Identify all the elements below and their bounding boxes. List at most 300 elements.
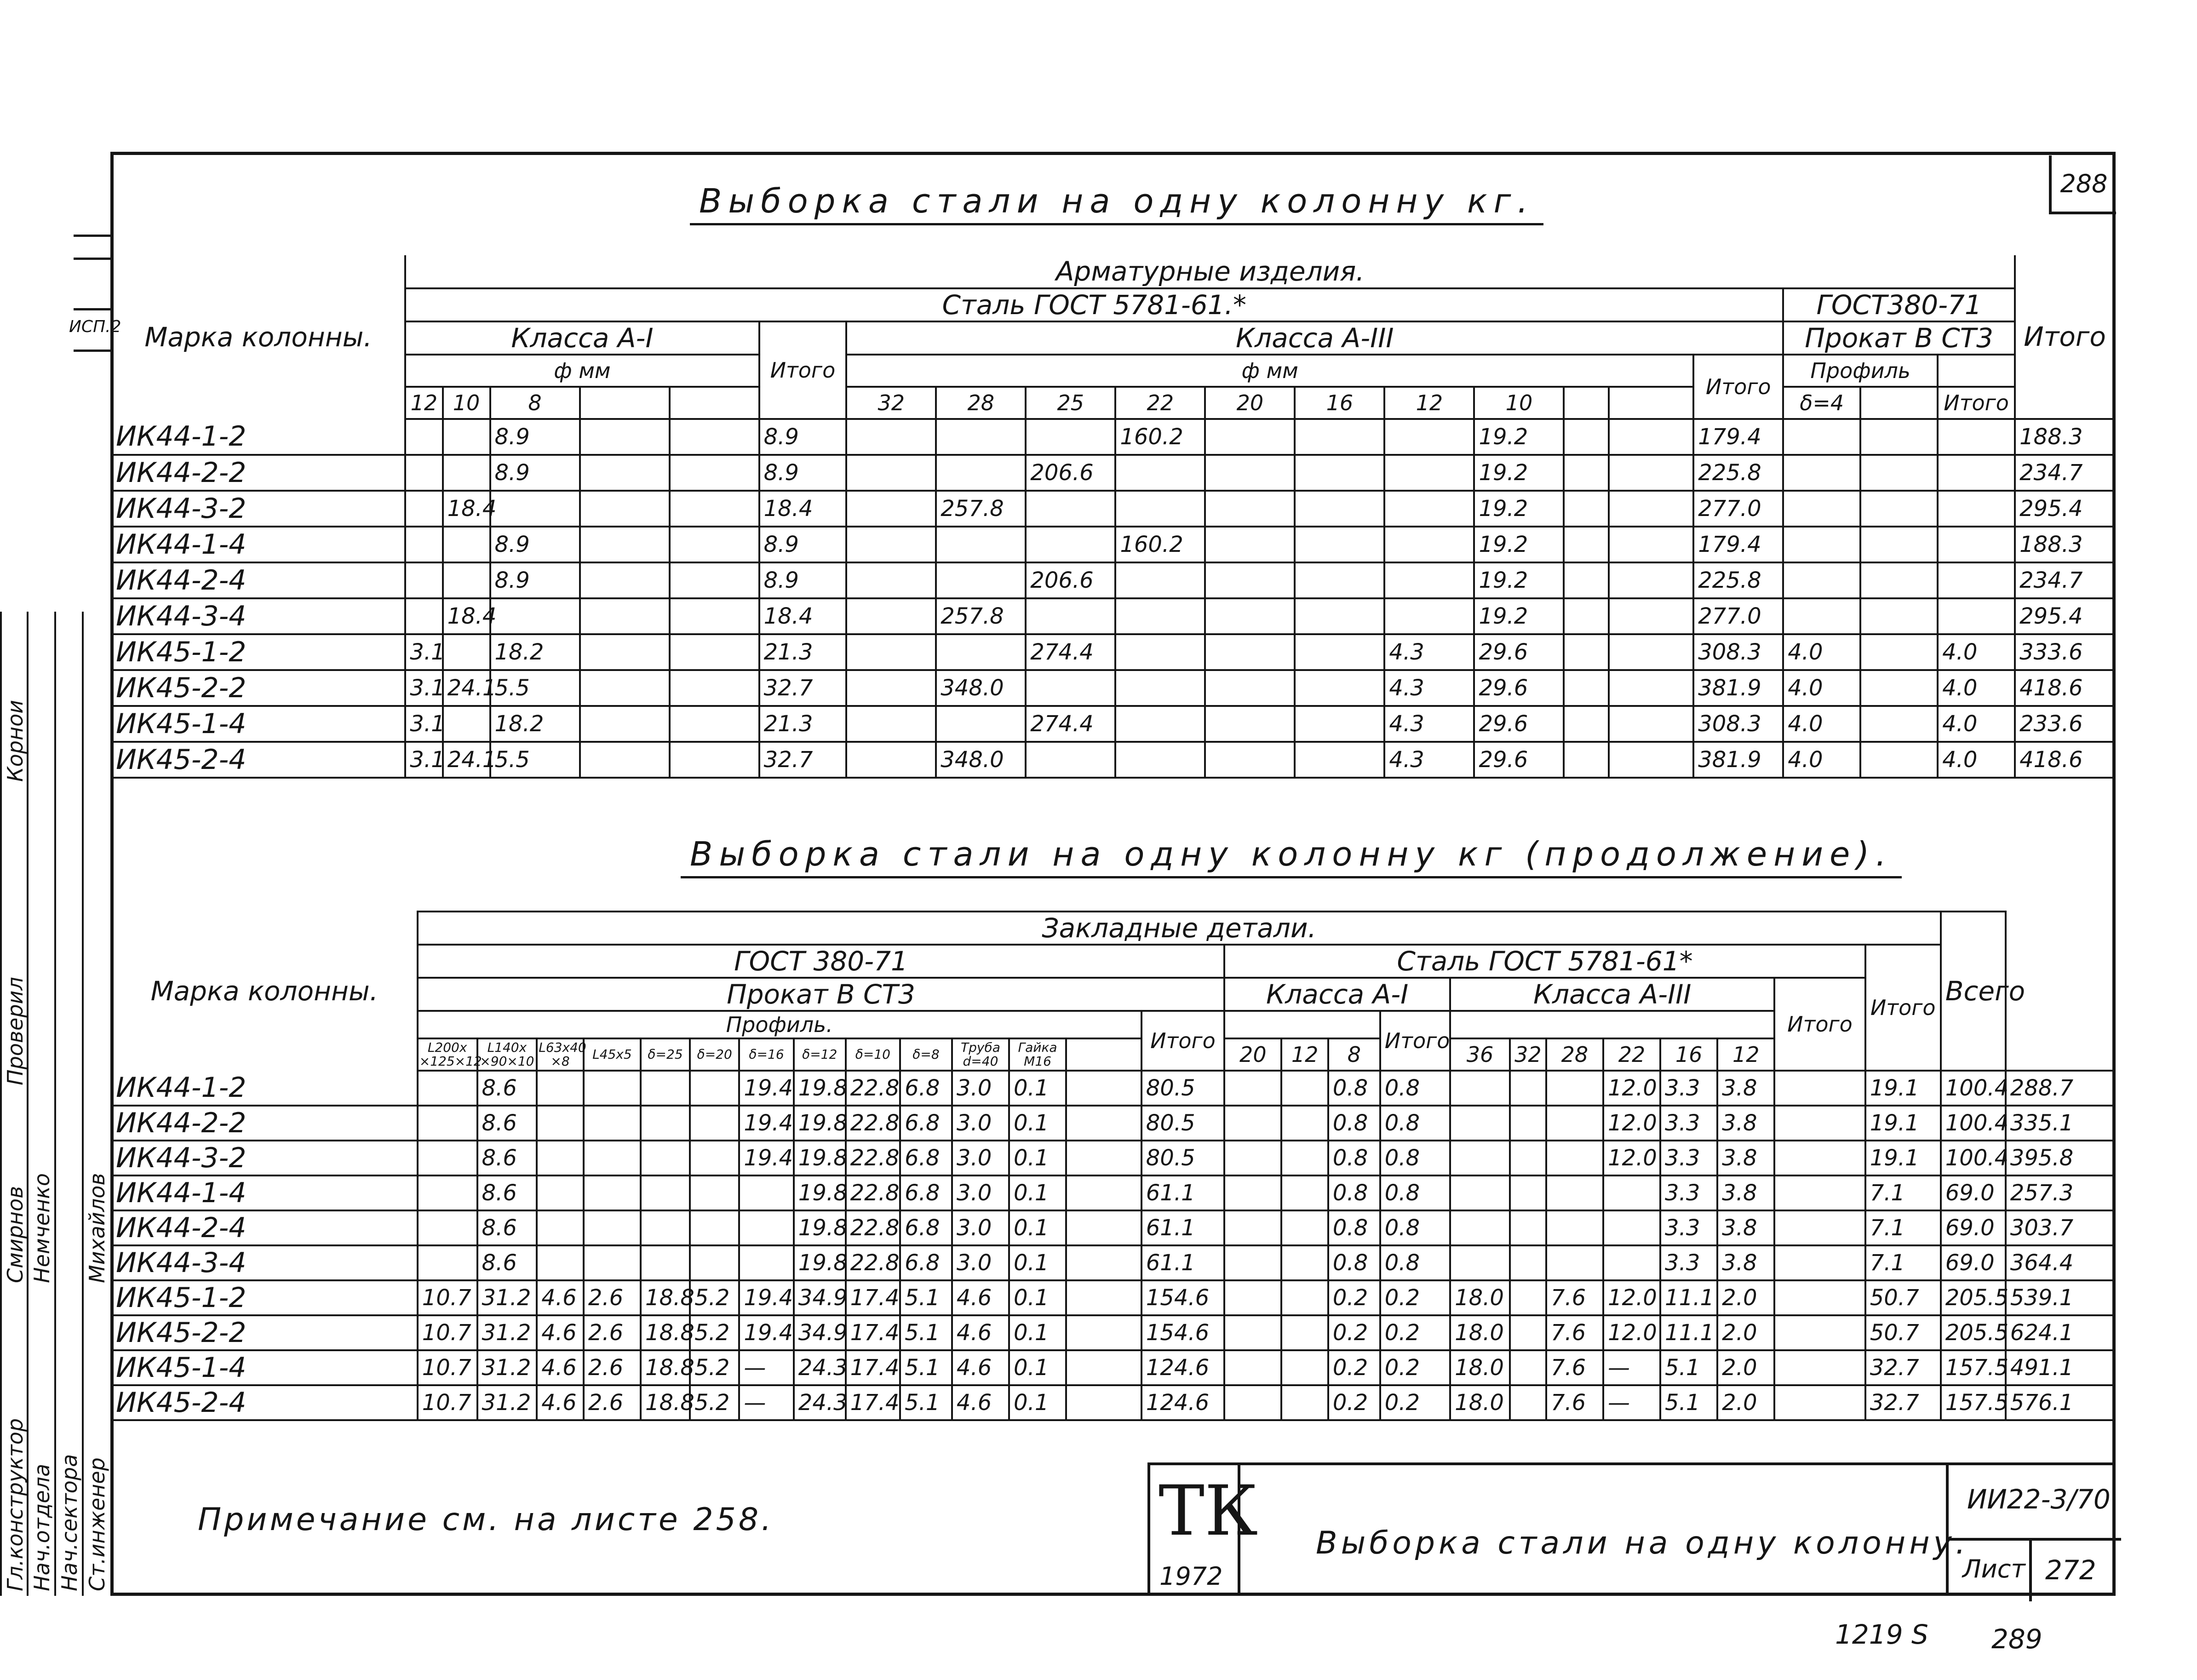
margin-mark: ИСП.2 [69, 317, 121, 336]
t2-cell [641, 1071, 690, 1106]
t1-cell: 3.1 [405, 634, 442, 670]
t2-cell: 0.8 [1328, 1245, 1380, 1280]
t1-cell: 32.7 [759, 742, 847, 778]
t2-cell: 18.8 [641, 1350, 690, 1385]
t2-cell: 19.8 [794, 1106, 846, 1141]
t2-cell: 4.6 [537, 1385, 584, 1420]
t2-cell: 2.6 [584, 1350, 641, 1385]
t1-cell: 4.0 [1783, 742, 1860, 778]
tk-box [1150, 1465, 1258, 1596]
t2-cell: 24.3 [794, 1385, 846, 1420]
t1-cell [1026, 527, 1115, 562]
t2-cell [584, 1141, 641, 1175]
t1-dia: 28 [936, 387, 1026, 419]
t1-cell: 274.4 [1026, 634, 1115, 670]
t1-cell [1938, 598, 2015, 634]
t1-dia [580, 387, 670, 419]
t1-cell [936, 562, 1026, 598]
t1-cell [1609, 742, 1693, 778]
t1-gost380: ГОСТ380-71 [1783, 288, 2015, 321]
t2-cell: 12.0 [1603, 1071, 1660, 1106]
t2-cell: 18.0 [1450, 1385, 1510, 1420]
t2-row [111, 1210, 2115, 1245]
t1-cell [1783, 419, 1860, 455]
t1-cell: 32.7 [759, 670, 847, 706]
t2-cell [641, 1106, 690, 1141]
t1-cell: 206.6 [1026, 562, 1115, 598]
t2-cell: 303.7 [2006, 1210, 2115, 1245]
t2-cell: 0.8 [1328, 1071, 1380, 1106]
t2-cell [1510, 1141, 1546, 1175]
t1-cell [670, 634, 759, 670]
t2-prof-head: L200x ×125×12 [418, 1038, 477, 1071]
t2-cell: 2.0 [1717, 1315, 1774, 1350]
margin-tick [74, 350, 110, 352]
t2-cell [537, 1141, 584, 1175]
t1-cell: 4.0 [1938, 742, 2015, 778]
t2-cell [1066, 1106, 1142, 1141]
t2-cell: 34.9 [794, 1315, 846, 1350]
t2-cell: 5.2 [690, 1280, 739, 1315]
t2-cell [584, 1245, 641, 1280]
t2-cell: 12.0 [1603, 1315, 1660, 1350]
t1-mark-cell: ИК44-3-2 [111, 491, 405, 527]
t2-cell: 19.4 [739, 1315, 793, 1350]
t2-a3-dia: 22 [1603, 1038, 1660, 1071]
t2-cell [1510, 1071, 1546, 1106]
t2-cell: 576.1 [2006, 1385, 2115, 1420]
t1-cell: 295.4 [2015, 491, 2115, 527]
t2-class-a3: Класса А-III [1450, 978, 1774, 1011]
t1-cell [1783, 598, 1860, 634]
t2-cell: 0.8 [1328, 1141, 1380, 1175]
t2-cell: 7.6 [1546, 1385, 1603, 1420]
t1-cell [490, 491, 580, 527]
t2-cell: 0.2 [1328, 1350, 1380, 1385]
tk-year: 1972 [1159, 1562, 1223, 1591]
t2-cell: 18.8 [641, 1280, 690, 1315]
t2-prof-head: δ=25 [641, 1038, 690, 1071]
t2-profile: Профиль. [418, 1011, 1142, 1038]
t1-cell [405, 491, 442, 527]
t2-cell [1603, 1175, 1660, 1210]
t1-cell [1205, 562, 1295, 598]
t1-row [111, 634, 2115, 670]
t1-cell [1609, 706, 1693, 742]
t1-cell [670, 706, 759, 742]
t2-cell: 6.8 [900, 1245, 952, 1280]
t2-cell [1510, 1175, 1546, 1210]
t1-cell [405, 527, 442, 562]
t2-cell: 50.7 [1865, 1280, 1941, 1315]
t2-cell: — [1603, 1350, 1660, 1385]
t1-cell [1938, 455, 2015, 491]
t2-cell: 12.0 [1603, 1280, 1660, 1315]
t2-cell: 11.1 [1660, 1280, 1717, 1315]
t2-cell [1224, 1141, 1281, 1175]
t1-row [111, 419, 2115, 455]
t2-cell: 3.0 [952, 1210, 1009, 1245]
t1-cell: 179.4 [1693, 419, 1783, 455]
t2-row [111, 1280, 2115, 1315]
t2-cell: 31.2 [477, 1280, 537, 1315]
t2-cell: 8.6 [477, 1175, 537, 1210]
t1-cell [580, 598, 670, 634]
t2-cell [1546, 1245, 1603, 1280]
t2-cell: 80.5 [1142, 1141, 1225, 1175]
t2-cell [537, 1071, 584, 1106]
t1-cell [1860, 598, 1938, 634]
t1-cell [1609, 634, 1693, 670]
t1-cell [1860, 562, 1938, 598]
t2-cell [1281, 1175, 1328, 1210]
t2-itogo-a1: Итого [1380, 1011, 1450, 1071]
t2-cell: 17.4 [846, 1350, 900, 1385]
t1-cell: 4.0 [1938, 706, 2015, 742]
t2-cell: — [739, 1350, 793, 1385]
t1-cell [580, 419, 670, 455]
t2-cell [537, 1245, 584, 1280]
t1-cell: 5.5 [490, 670, 580, 706]
t1-cell: 29.6 [1474, 634, 1564, 670]
t2-cell [1224, 1245, 1281, 1280]
t1-cell: 160.2 [1115, 419, 1205, 455]
t1-cell [1860, 670, 1938, 706]
t1-dia [670, 387, 759, 419]
t1-mark-cell: ИК44-3-4 [111, 598, 405, 634]
t2-cell: 61.1 [1142, 1210, 1225, 1245]
t2-mark-cell: ИК44-1-2 [111, 1071, 418, 1106]
t2-cell [690, 1141, 739, 1175]
t2-cell: 624.1 [2006, 1315, 2115, 1350]
t1-cell [580, 742, 670, 778]
t1-cell [670, 491, 759, 527]
t1-cell: 188.3 [2015, 419, 2115, 455]
t2-cell: 539.1 [2006, 1280, 2115, 1315]
t1-cell [1295, 527, 1384, 562]
t1-class-a1: Класса А-I [405, 321, 759, 355]
t2-cell: 0.2 [1328, 1315, 1380, 1350]
t2-prof-head: δ=12 [794, 1038, 846, 1071]
t2-cell [1281, 1245, 1328, 1280]
t2-cell: 4.6 [537, 1280, 584, 1315]
t1-cell: 8.9 [490, 419, 580, 455]
t1-cell [1115, 562, 1205, 598]
t2-cell: 8.6 [477, 1245, 537, 1280]
t1-cell [580, 562, 670, 598]
t2-cell [1774, 1315, 1865, 1350]
t2-cell: 100.4 [1941, 1106, 2006, 1141]
t2-cell: 0.1 [1009, 1175, 1066, 1210]
t2-cell: 0.8 [1328, 1175, 1380, 1210]
t1-cell [846, 670, 936, 706]
t2-cell: 17.4 [846, 1385, 900, 1420]
t2-cell: 10.7 [418, 1315, 477, 1350]
t2-cell: 7.1 [1865, 1175, 1941, 1210]
t2-a1-dia: 12 [1281, 1038, 1328, 1071]
t2-mark-cell: ИК44-3-4 [111, 1245, 418, 1280]
t1-cell [936, 527, 1026, 562]
t2-cell [739, 1245, 793, 1280]
t1-cell [1860, 527, 1938, 562]
t2-cell: 0.8 [1328, 1210, 1380, 1245]
t2-cell [1281, 1315, 1328, 1350]
t1-dia: 22 [1115, 387, 1205, 419]
t2-cell: 0.1 [1009, 1106, 1066, 1141]
t1-cell: 179.4 [1693, 527, 1783, 562]
t2-cell: 10.7 [418, 1385, 477, 1420]
t2-cell [1510, 1280, 1546, 1315]
t2-cell: 0.2 [1380, 1350, 1450, 1385]
t1-cell [1115, 491, 1205, 527]
t2-cell: 24.3 [794, 1350, 846, 1385]
t1-cell [1564, 742, 1609, 778]
t2-cell [1774, 1210, 1865, 1245]
t1-cell [1205, 419, 1295, 455]
t1-cell [1384, 455, 1474, 491]
t2-prof-head: L45x5 [584, 1038, 641, 1071]
t2-cell: 69.0 [1941, 1210, 2006, 1245]
t2-cell [1066, 1280, 1142, 1315]
t2-cell [537, 1210, 584, 1245]
t2-cell: 335.1 [2006, 1106, 2115, 1141]
t2-cell [1450, 1245, 1510, 1280]
t2-cell: 4.6 [952, 1350, 1009, 1385]
t1-cell [1295, 598, 1384, 634]
t2-cell [418, 1210, 477, 1245]
t2-cell: 3.0 [952, 1106, 1009, 1141]
t2-prof-head: L63x40 ×8 [537, 1038, 584, 1071]
t1-cell [1783, 562, 1860, 598]
t2-cell: 19.4 [739, 1280, 793, 1315]
t2-cell [1224, 1071, 1281, 1106]
t2-mark-cell: ИК44-3-2 [111, 1141, 418, 1175]
t2-col-mark: Марка колонны. [111, 912, 418, 1071]
t2-cell: 22.8 [846, 1071, 900, 1106]
t1-cell [670, 562, 759, 598]
t1-cell [1115, 634, 1205, 670]
t2-cell [418, 1106, 477, 1141]
t2-cell [690, 1210, 739, 1245]
t2-prof-head: δ=8 [900, 1038, 952, 1071]
t1-cell: 5.5 [490, 742, 580, 778]
t2-cell: 5.1 [900, 1385, 952, 1420]
t2-cell [1450, 1141, 1510, 1175]
t2-a3-dia: 32 [1510, 1038, 1546, 1071]
t1-cell: 277.0 [1693, 598, 1783, 634]
t2-cell: 3.3 [1660, 1175, 1717, 1210]
t1-cell [580, 634, 670, 670]
t2-cell: 22.8 [846, 1175, 900, 1210]
t2-prof-head: L140x ×90×10 [477, 1038, 537, 1071]
t1-cell [846, 742, 936, 778]
t2-row [111, 1141, 2115, 1175]
t2-cell: 31.2 [477, 1385, 537, 1420]
t1-cell [846, 634, 936, 670]
t2-cell [1510, 1210, 1546, 1245]
t1-armature-header: Арматурные изделия. [405, 255, 2015, 288]
t2-cell: 69.0 [1941, 1245, 2006, 1280]
t2-cell: 5.1 [900, 1350, 952, 1385]
t2-cell: 0.8 [1380, 1245, 1450, 1280]
t1-col-mark: Марка колонны. [111, 255, 405, 419]
t2-mark-cell: ИК45-1-4 [111, 1350, 418, 1385]
t2-cell: 3.3 [1660, 1141, 1717, 1175]
t1-cell: 8.9 [759, 455, 847, 491]
t1-cell: 8.9 [490, 455, 580, 491]
t2-cell: 3.3 [1660, 1106, 1717, 1141]
t2-cell: 0.8 [1328, 1106, 1380, 1141]
t2-cell: 3.8 [1717, 1210, 1774, 1245]
t1-row [111, 598, 2115, 634]
role-label: Ст.инженер [85, 1457, 109, 1591]
t2-cell: 5.1 [1660, 1385, 1717, 1420]
t2-cell: 0.8 [1380, 1141, 1450, 1175]
t2-mark-cell: ИК44-2-2 [111, 1106, 418, 1141]
t1-a3-dmm: ф мм [846, 355, 1693, 387]
t1-cell [670, 670, 759, 706]
t2-cell: 18.8 [641, 1385, 690, 1420]
t2-cell [690, 1175, 739, 1210]
t1-cell [1026, 598, 1115, 634]
t1-a1-dmm: ф мм [405, 355, 759, 387]
t1-cell: 257.8 [936, 491, 1026, 527]
t1-cell: 4.0 [1783, 670, 1860, 706]
t2-cell: 7.1 [1865, 1245, 1941, 1280]
t1-dia: 12 [1384, 387, 1474, 419]
t2-cell [418, 1141, 477, 1175]
t1-cell [1860, 419, 1938, 455]
t1-cell [405, 562, 442, 598]
t1-cell [1938, 491, 2015, 527]
t1-cell [1205, 455, 1295, 491]
t2-cell: 80.5 [1142, 1106, 1225, 1141]
t2-cell [1546, 1175, 1603, 1210]
footer-page: 289 [1991, 1623, 2042, 1655]
t2-cell [1066, 1210, 1142, 1245]
t1-cell [846, 419, 936, 455]
t2-cell [1774, 1385, 1865, 1420]
t1-cell [1026, 491, 1115, 527]
top-title: Выборка стали на одну колонну кг. [690, 182, 1543, 225]
t2-cell: 0.1 [1009, 1385, 1066, 1420]
t2-mark-cell: ИК45-2-2 [111, 1315, 418, 1350]
t2-cell: 19.4 [739, 1106, 793, 1141]
t1-cell [405, 419, 442, 455]
t2-cell: 3.3 [1660, 1245, 1717, 1280]
t2-total-header: Всего [1941, 912, 2006, 1071]
t2-cell: 2.0 [1717, 1385, 1774, 1420]
t1-cell: 8.9 [759, 419, 847, 455]
t2-cell: 0.1 [1009, 1280, 1066, 1315]
t1-cell [1026, 419, 1115, 455]
tk-logo: ТК [1159, 1471, 1258, 1551]
t2-cell: 5.2 [690, 1315, 739, 1350]
t1-cell: 381.9 [1693, 742, 1783, 778]
t1-cell [1564, 598, 1609, 634]
t2-cell: 12.0 [1603, 1141, 1660, 1175]
t2-cell: 157.5 [1941, 1385, 2006, 1420]
t1-a1-itogo: Итого [759, 321, 847, 419]
t2-cell: 32.7 [1865, 1385, 1941, 1420]
t1-cell: 308.3 [1693, 706, 1783, 742]
t1-cell [1115, 598, 1205, 634]
t1-dia [1564, 387, 1609, 419]
t2-cell: 19.1 [1865, 1106, 1941, 1141]
t1-cell [443, 455, 490, 491]
t2-cell [641, 1210, 690, 1245]
t1-mark-cell: ИК44-1-2 [111, 419, 405, 455]
t2-cell [1224, 1210, 1281, 1245]
t2-cell: 19.8 [794, 1210, 846, 1245]
margin-tick [74, 258, 110, 260]
t1-cell: 233.6 [2015, 706, 2115, 742]
t2-cell: 7.6 [1546, 1350, 1603, 1385]
t1-cell: 19.2 [1474, 598, 1564, 634]
t1-cell [1609, 527, 1693, 562]
t2-cell: 0.1 [1009, 1350, 1066, 1385]
t2-cell: 2.0 [1717, 1280, 1774, 1315]
t1-cell [1860, 706, 1938, 742]
t2-row [111, 1350, 2115, 1385]
t2-cell: 19.4 [739, 1071, 793, 1106]
t1-cell [580, 670, 670, 706]
page-number: 288 [2049, 155, 2116, 214]
t1-mark-cell: ИК45-2-2 [111, 670, 405, 706]
t2-cell: 0.2 [1380, 1280, 1450, 1315]
t1-cell: 21.3 [759, 706, 847, 742]
t1-cell [1295, 706, 1384, 742]
t2-cell [641, 1245, 690, 1280]
t2-itogo-rolled: Итого [1142, 1011, 1225, 1071]
t1-cell [580, 455, 670, 491]
t1-a3-itogo: Итого [1693, 355, 1783, 419]
t1-cell: 4.3 [1384, 706, 1474, 742]
t2-a3-dia: 28 [1546, 1038, 1603, 1071]
t2-cell: 491.1 [2006, 1350, 2115, 1385]
t1-cell [1384, 598, 1474, 634]
t1-cell [1564, 455, 1609, 491]
t2-cell [1066, 1315, 1142, 1350]
t2-cell [1546, 1210, 1603, 1245]
t2-cell [1224, 1280, 1281, 1315]
strip-line [54, 612, 56, 1596]
t1-cell [1609, 670, 1693, 706]
t2-cell [1281, 1106, 1328, 1141]
t2-cell: 22.8 [846, 1141, 900, 1175]
t2-cell: 7.6 [1546, 1315, 1603, 1350]
t2-cell [1546, 1106, 1603, 1141]
t1-cell [1295, 491, 1384, 527]
t2-row [111, 1106, 2115, 1141]
t1-cell [1115, 706, 1205, 742]
t1-cell: 418.6 [2015, 742, 2115, 778]
t1-cell [1115, 455, 1205, 491]
t2-cell [1774, 1141, 1865, 1175]
margin-tick [74, 235, 110, 237]
t1-cell: 8.9 [490, 527, 580, 562]
t2-cell: 12.0 [1603, 1106, 1660, 1141]
t2-cell [1224, 1350, 1281, 1385]
t1-cell [1026, 742, 1115, 778]
t2-cell: 124.6 [1142, 1350, 1225, 1385]
t1-cell [1609, 419, 1693, 455]
t1-cell: 8.9 [759, 527, 847, 562]
t2-prof-head: Труба d=40 [952, 1038, 1009, 1071]
t2-cell [1510, 1245, 1546, 1280]
t1-cell [443, 419, 490, 455]
t1-dia: 16 [1295, 387, 1384, 419]
